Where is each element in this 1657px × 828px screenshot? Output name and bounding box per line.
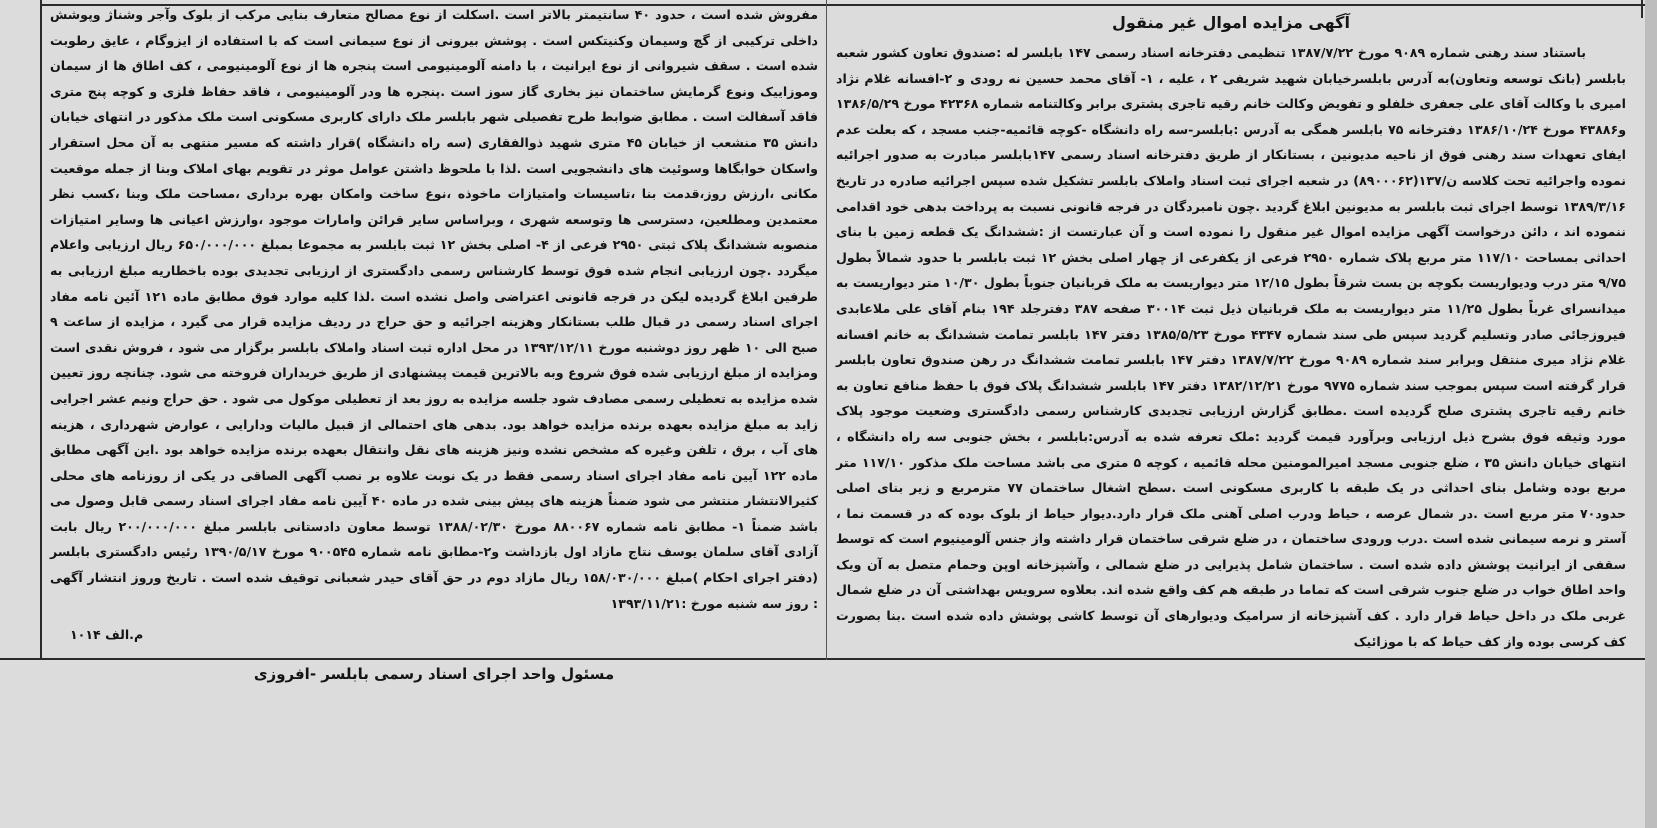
- right-border-stub: [1641, 0, 1643, 18]
- right-column-text: باستناد سند رهنی شماره ۹۰۸۹ مورخ ۱۳۸۷/۷/۲۲ تنظیمی دفترخانه اسناد رسمی ۱۴۷ بابلسر له :صندوق تعاون کشور شعبه بابلسر (بانک توسعه وتعاون)به آدرس بابلسرخیابان شهید شریفی ۲ ، علیه ، ۱- آقای محمد حسین نه رودی و ۲-افسانه غلام نژاد امیری با وکالت آقای علی جعفری خلفلو و تفویض وکالت خانم رقیه تاجری پشتری برابر وکالتنامه شماره ۴۲۳۶۸ مورخ ۱۳۸۶/۵/۲۹ و۴۳۸۸۶ مورخ ۱۳۸۶/۱۰/۲۴ دفترخانه ۷۵ بابلسر همگی به آدرس :بابلسر-سه راه دانشگاه -کوچه قائمیه-جنب مسجد ، که بعلت عدم ایفای تعهدات سند رهنی فوق از ناحیه مدیونین ، بستانکار از طریق دفترخانه اسناد رسمی ۱۴۷بابلسر مبادرت به صدور اجرائیه نموده واجرائیه تحت کلاسه ن/۱۳۷(۸۹۰۰۰۶۲) در شعبه اجرای ثبت اسناد واملاک بابلسر تشکیل شده سپس اجرائیه صادره در تاریخ ۱۳۸۹/۳/۱۶ توسط اجرای ثبت بابلسر به مدیونین ابلاغ گردید .چون نامبردگان در فرجه قانونی نسبت به پرداخت بدهی خود اقدامی ننموده اند ، دائن درخواست آگهی مزایده اموال غیر منقول را نموده است و آن عبارتست از :ششدانگ یک قطعه زمین با بنای احداثی بمساحت ۱۱۷/۱۰ متر مربع پلاک شماره ۲۹۵۰ فرعی از یکفرعی از چهار اصلی بخش ۱۲ ثبت بابلسر با حدود شمالاً بطول ۹/۷۵ متر درب ودیواریست بکوچه بن بست شرقاً بطول ۱۲/۱۵ متر دیواریست به ملک قربانیان جنوباً بطول ۱۰/۳۰ متر دیواریست به میدانسرای غرباً بطول ۱۱/۲۵ متر دیواریست به ملک قربانیان ذیل ثبت ۳۰۰۱۴ صفحه ۳۸۷ دفترجلد ۱۹۴ بنام آقای علی ملاعابدی فیروزجائی صادر وتسلیم گردید سپس طی سند شماره ۴۳۴۷ مورخ ۱۳۸۵/۵/۲۳ دفتر ۱۴۷ بابلسر تمامت ششدانگ به خانم افسانه غلام نژاد میری منتقل وبرابر سند شماره ۹۰۸۹ مورخ ۱۳۸۷/۷/۲۲ دفتر ۱۴۷ بابلسر تمامت ششدانگ در رهن صندوق تعاون بابلسر قرار گرفته است سپس بموجب سند شماره ۹۷۷۵ مورخ ۱۳۸۲/۱۲/۲۱ دفتر ۱۴۷ بابلسر ششدانگ پلاک فوق با حفظ منافع تعاون به خانم رقیه تاجری پشتری صلح گردیده است .مطابق گزارش ارزیابی تجدیدی کارشناس رسمی دادگستری وضعیت موجود پلاک مورد وثیقه فوق بشرح ذیل ارزیابی وبرآورد قیمت گردید :ملک تعرفه شده به آدرس:بابلسر ، بخش جنوبی سه راه دانشگاه ، انتهای خیابان دانش ۳۵ ، ضلع جنوبی مسجد امیرالمومنین محله قائمیه ، کوچه ۵ متری می باشد مساحت ملک مذکور ۱۱۷/۱۰ متر مربع بوده وشامل بنای احداثی در یک طبقه با کاربری مسکونی است .سطح اشغال ساختمان ۷۷ مترمربع و زیر بنای اصلی حدود۷۰ متر مربع است .در شمال عرصه ، حیاط ودرب اصلی آهنی ملک قرار دارد.دیوار حیاط از بلوک بوده که در قسمت نما ، آستر و نرمه سیمانی شده است .درب ورودی ساختمان ، در ضلع شرقی ساختمان قرار داشته واز جنس آلومینیوم است که توسط سقفی از ایرانیت پوشش داده شده است . ساختمان شامل پذیرایی در ضلع شمالی ، وآشپزخانه اوپن وحمام متصل به آن ویک واحد اطاق خواب در ضلع جنوب شرقی است که تماما در طبقه هم کف واقع شده اند. بعلاوه سرویس بهداشتی آن در ضلع شمال غربی ملک در داخل حیاط قرار دارد . کف آشپزخانه از سرامیک ودیوارهای آن توسط کاشی پوشش داده شده است .بنا بصورت کف کرسی بوده واز کف حیاط که با موزائیک: [836, 45, 1627, 649]
- right-column: [836, 0, 1626, 660]
- left-column-text: مفروش شده است ، حدود ۴۰ سانتیمتر بالاتر است .اسکلت از نوع مصالح متعارف بنایی مرکب از بلوک وآجر وشناژ وپوشش داخلی ترکیبی از گچ وسیمان وکنیتکس است . پوشش بیرونی از نوع سیمانی است که با استفاده از ایزوگام ، عایق رطوبت شده است . سقف شیروانی از نوع ایرانیت ، با دامنه آلومینیومی است پنجره ها از نوع آلومینیومی ، کف اطاق ها از سیمان وموزاییک ونوع گرمایش ساختمان نیز بخاری گاز سوز است .پنجره ها ودر آلومینیومی ، فاقد حفاظ فلزی و کوچه پنج متری فاقد آسفالت است . مطابق ضوابط طرح تفصیلی شهر بابلسر ملک دارای کاربری مسکونی است ملک مذکور در انتهای خیابان دانش ۳۵ منشعب از خیابان ۴۵ متری شهید ذوالفقاری (سه راه دانشگاه )قرار داشته که مسیر منتهی به آن محل استقرار واسکان خوابگاها وسوئیت های دانشجویی است .لذا با ملحوظ داشتن عوامل موثر در تقویم بهای املاک وبنا از جمله موقعیت مکانی ،ارزش روز،قدمت بنا ،تاسیسات وامتیازات ماخوذه ،نوع ساخت وامکان بهره برداری ،مساحت ملک وبنا ،کسب نظر معتمدین ومطلعین، دسترسی ها وتوسعه شهری ، وبراساس سایر قرائن وامارات موجود ،وارزش اعیانی ها وسایر امتیازات منصوبه ششدانگ پلاک ثبتی ۲۹۵۰ فرعی از ۴- اصلی بخش ۱۲ ثبت بابلسر به مجموعا بمبلغ ۶۵۰/۰۰۰/۰۰۰ ریال ارزیابی واعلام میگردد .چون ارزیابی انجام شده فوق توسط کارشناس رسمی دادگستری از ارزیابی تجدیدی بوده باخطاریه مبلغ ارزیابی به طرفین ابلاغ گردیده لیکن در فرجه قانونی اعتراضی واصل نشده است .لذا کلیه موارد فوق مطابق ماده ۱۲۱ آئین نامه مفاد اجرای اسناد رسمی در قبال طلب بستانکار وهزینه اجرائیه و حق حراج در ردیف مزایده قرار می گیرد ، مزایده از ساعت ۹ صبح الی ۱۰ ظهر روز دوشنبه مورخ ۱۳۹۳/۱۲/۱۱ در محل اداره ثبت اسناد واملاک بابلسر برگزار می شود ، فروش نقدی است ومزایده از مبلغ ارزیابی شده فوق شروع وبه بالاترین قیمت پیشنهادی از طریق خریداران فروخته می شود. چنانچه روز تعیین شده مزایده به تعطیلی رسمی مصادف شود جلسه مزایده به روز بعد از تعطیلی موکول می شود . حق حراج ونیم عشر اجرایی زاید به مبلغ مزایده بعهده برنده مزایده خواهد بود. بدهی های احتمالی از قبیل مالیات ودارایی ، عوارض شهرداری ، هزینه های آب ، برق ، تلفن وغیره که مشخص نشده ونیز هزینه های نقل وانتقال بعهده برنده مزایده خواهد بود .این آگهی مطابق ماده ۱۲۲ آیین نامه مفاد اجرای اسناد رسمی فقط در یک نوبت علاوه بر نصب آگهی الصاقی در یکی از روزنامه های محلی کثیرالانتشار منتشر می شود ضمناً هزینه های پیش بینی شده در ماده ۴۰ آیین نامه مفاد اجرای اسناد رسمی قابل وصول می باشد ضمناً ۱- مطابق نامه شماره ۸۸۰۰۶۷ مورخ ۱۳۸۸/۰۲/۳۰ توسط معاون دادستانی بابلسر مبلغ ۲۰۰/۰۰۰/۰۰۰ ریال بابت آزادی آقای سلمان یوسف نتاج مازاد اول بازداشت و۲-مطابق نامه شماره ۹۰۰۵۴۵ مورخ ۱۳۹۰/۵/۱۷ رئیس دادگستری بابلسر (دفتر اجرای احکام )مبلغ ۱۵۸/۰۳۰/۰۰۰ ریال مازاد دوم در حق آقای حیدر شعبانی توقیف شده است . تاریخ وروز انتشار آگهی : روز سه شنبه مورخ :۱۳۹۳/۱۱/۲۱: [50, 7, 819, 611]
- reference-number: م.الف ۱۰۱۴: [70, 627, 144, 643]
- left-border: [40, 0, 42, 660]
- page-edge: [1645, 0, 1657, 828]
- signature-line: مسئول واحد اجرای اسناد رسمی بابلسر -افروزی: [253, 664, 615, 683]
- notice-title: آگهی مزایده اموال غیر منقول: [1112, 13, 1350, 32]
- left-column: [50, 0, 819, 683]
- column-divider: [826, 0, 827, 660]
